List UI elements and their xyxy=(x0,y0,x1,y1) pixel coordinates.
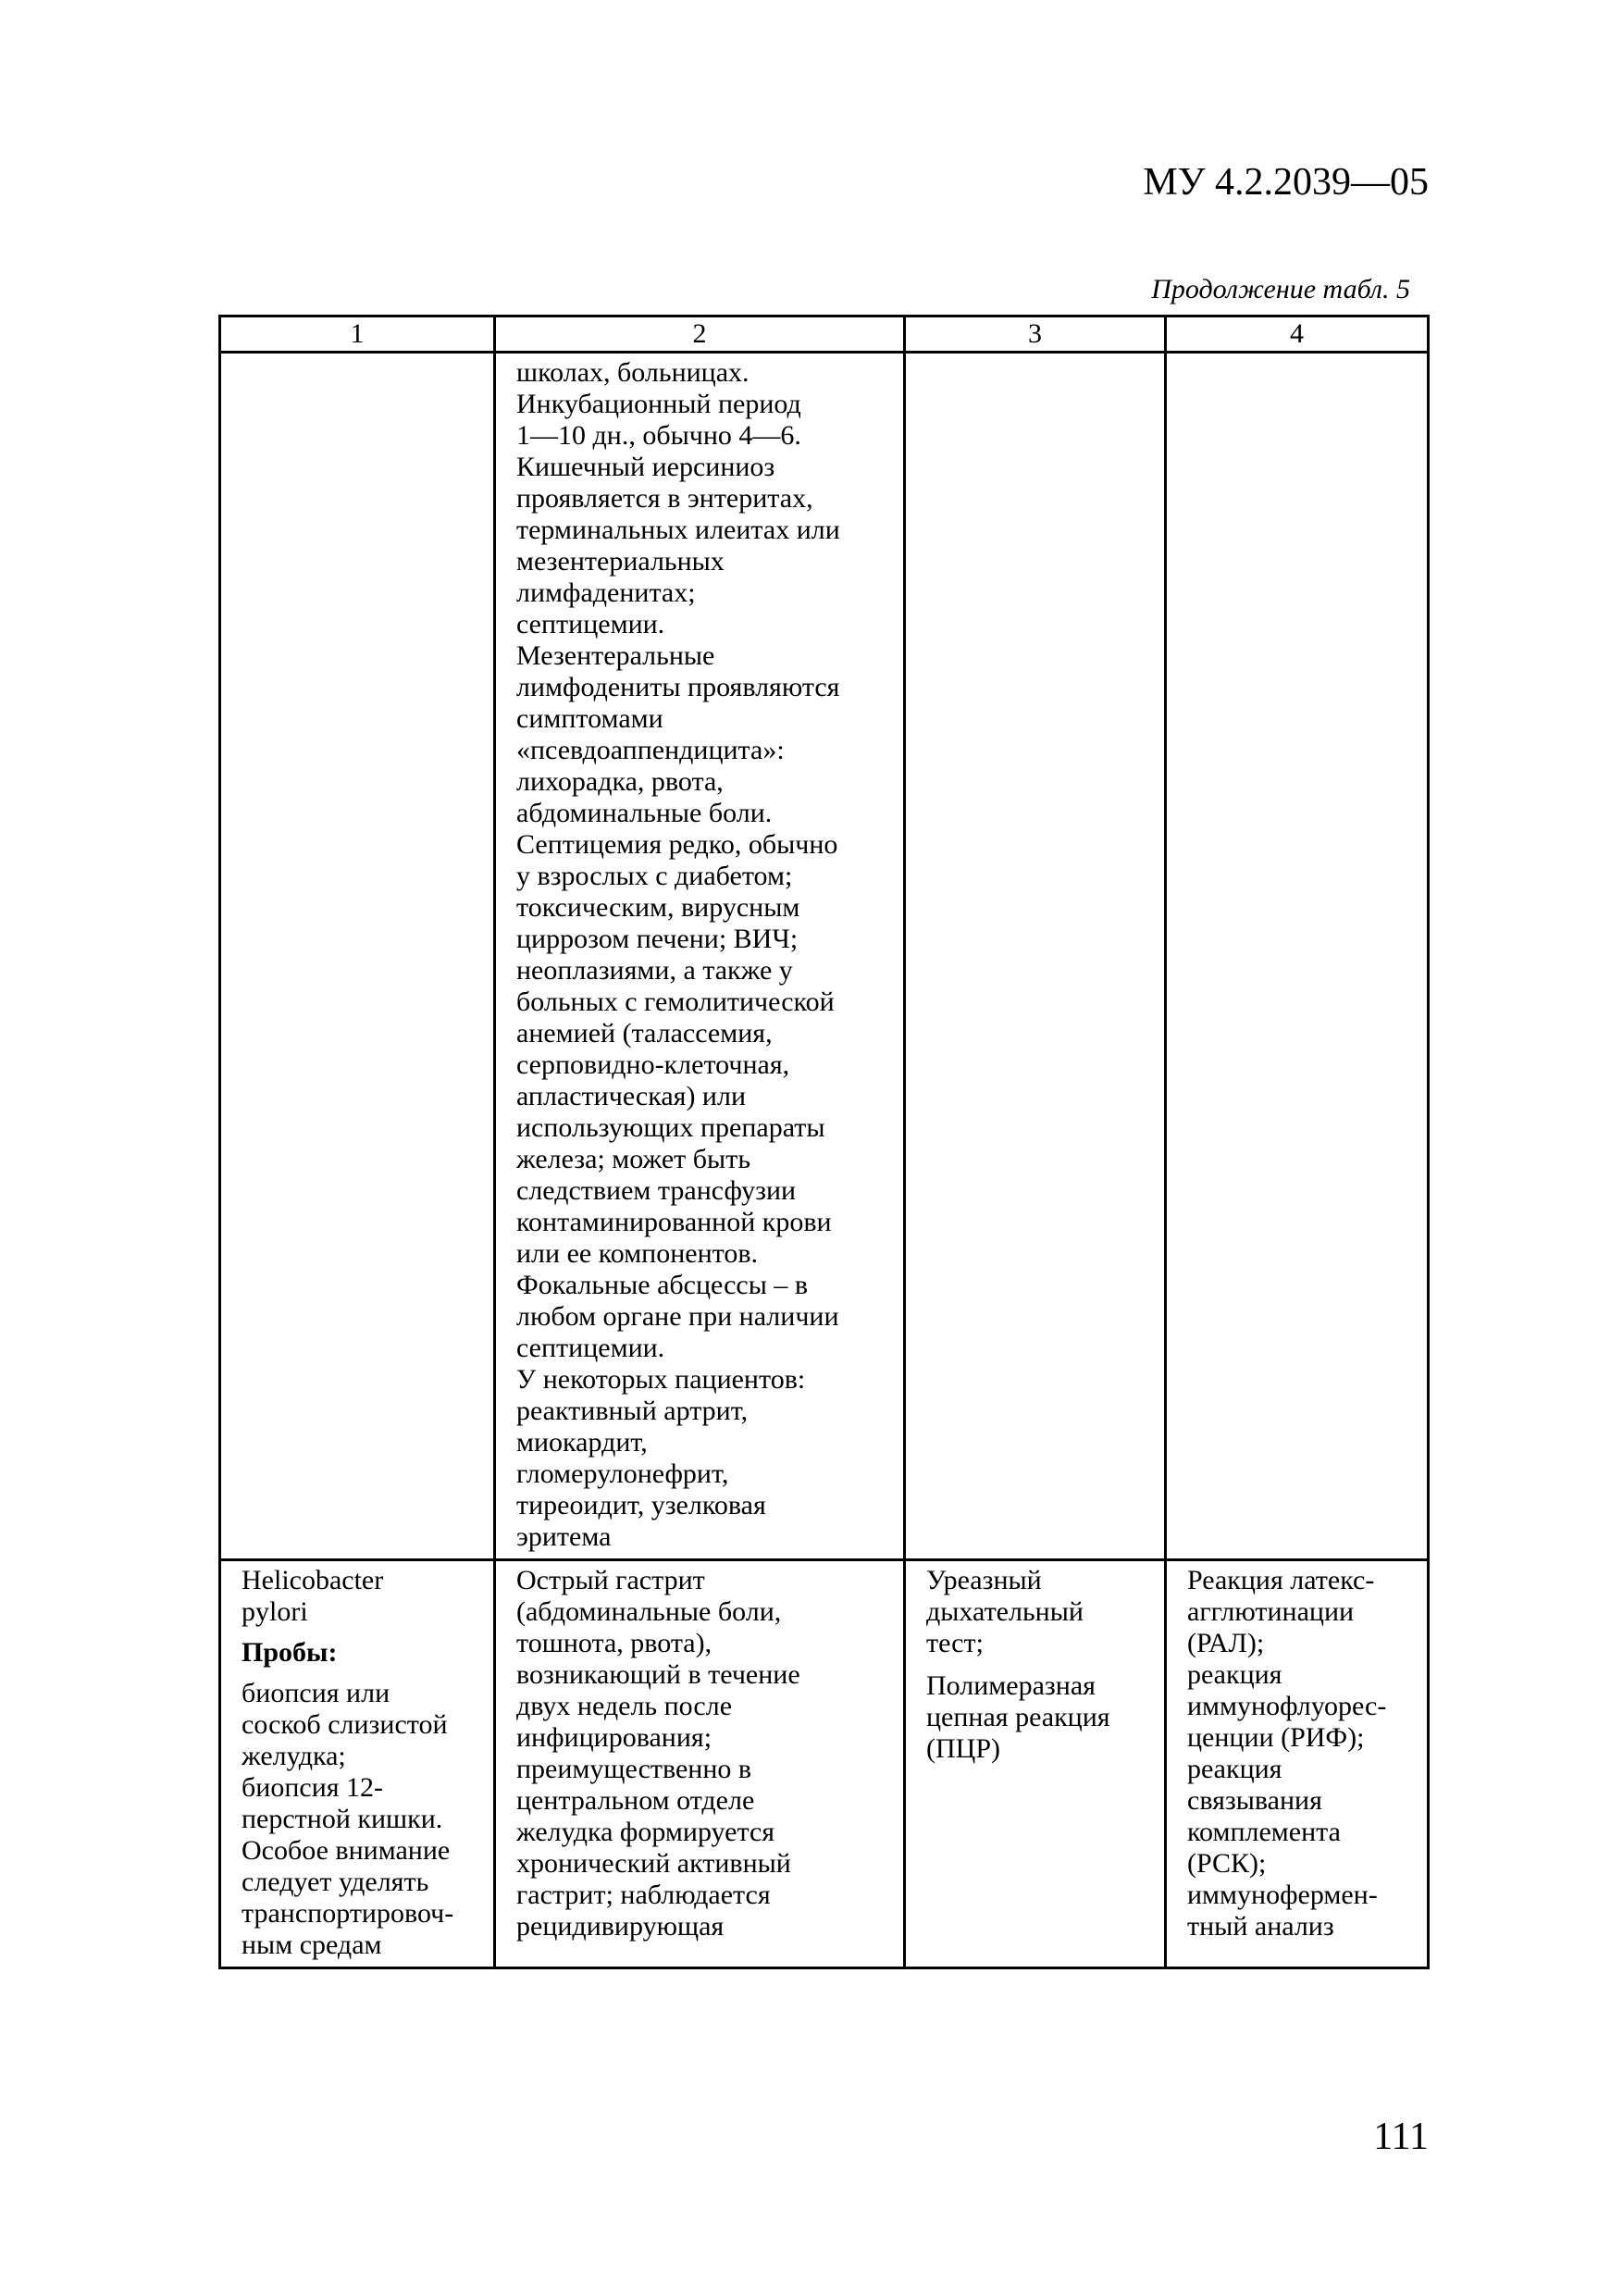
text-line: цепная реакция xyxy=(926,1702,1110,1732)
text-line: перстной кишки. xyxy=(242,1804,443,1834)
text-line: тошнота, рвота), xyxy=(516,1628,712,1658)
column-number-1: 1 xyxy=(220,316,495,353)
text-line: Кишечный иерсиниоз xyxy=(516,452,775,482)
text-line: (РСК); xyxy=(1187,1848,1267,1879)
text-line: ным средам xyxy=(242,1930,382,1960)
text-line: или ее компонентов. xyxy=(516,1238,759,1269)
text-line: биопсия или xyxy=(242,1678,390,1708)
text-line: септицемии. xyxy=(516,609,665,639)
row1-clinical-text xyxy=(516,357,894,1553)
text-line: реактивный артрит, xyxy=(516,1396,749,1426)
text-line: симптомами xyxy=(516,703,663,734)
samples-label: Пробы: xyxy=(242,1637,338,1668)
text-line: транспортировоч- xyxy=(242,1898,454,1929)
text-line: центральном отделе xyxy=(516,1785,755,1816)
text-line: проявляется в энтеритах, xyxy=(516,483,813,514)
row2-serology-cell xyxy=(1166,1560,1429,1968)
text-line: неоплазиями, а также у xyxy=(516,955,793,986)
method-pcr xyxy=(926,1670,1155,1765)
text-line: лихорадка, рвота, xyxy=(516,766,724,797)
text-line: Фокальные абсцессы – в xyxy=(516,1270,809,1300)
text-line: Реакция латекс- xyxy=(1187,1565,1375,1595)
text-line: У некоторых пациентов: xyxy=(516,1364,806,1395)
text-line: двух недель после xyxy=(516,1691,733,1721)
column-number-2: 2 xyxy=(495,316,905,353)
row2-organism-cell xyxy=(220,1560,495,1968)
text-line: преимущественно в xyxy=(516,1754,752,1784)
row1-serology-cell xyxy=(1166,353,1429,1560)
text-line: гастрит; наблюдается xyxy=(516,1880,771,1910)
text-line: хронический активный xyxy=(516,1848,791,1879)
text-line: использующих препараты xyxy=(516,1112,825,1143)
text-line: (абдоминальные боли, xyxy=(516,1596,782,1627)
text-line: соскоб слизистой xyxy=(242,1709,448,1740)
text-line: тест; xyxy=(926,1628,984,1658)
text-line: Септицемия редко, обычно xyxy=(516,829,838,860)
text-line: иммунофермен- xyxy=(1187,1880,1378,1910)
table-row xyxy=(220,353,1429,1560)
text-line: контаминированной крови xyxy=(516,1207,832,1237)
text-line: иммунофлуорес- xyxy=(1187,1691,1387,1721)
text-line: ценции (РИФ); xyxy=(1187,1722,1365,1753)
row1-clinical-cell xyxy=(495,353,905,1560)
text-line: рецидивирующая xyxy=(516,1911,725,1942)
page-number: 111 xyxy=(1373,2116,1429,2158)
text-line: «псевдоаппендицита»: xyxy=(516,735,785,765)
row2-serology-text xyxy=(1187,1565,1418,1942)
text-line: желудка; xyxy=(242,1741,346,1771)
text-line: дыхательный xyxy=(926,1596,1084,1627)
organism-name xyxy=(242,1565,484,1628)
text-line: Инкубационный период xyxy=(516,389,801,419)
text-line: pylori xyxy=(242,1596,308,1627)
text-line: Мезентеральные xyxy=(516,640,715,671)
text-line: миокардит, xyxy=(516,1427,648,1458)
text-line: (ПЦР) xyxy=(926,1733,1000,1764)
table-row xyxy=(220,1560,1429,1968)
text-line: Полимеразная xyxy=(926,1670,1096,1701)
text-line: желудка формируется xyxy=(516,1817,775,1847)
text-line: апластическая) или xyxy=(516,1081,747,1111)
text-line: железа; может быть xyxy=(516,1144,751,1174)
samples-text xyxy=(242,1678,484,1961)
table-header-row xyxy=(220,316,1429,353)
row1-methods-cell xyxy=(905,353,1166,1560)
text-line: у взрослых с диабетом; xyxy=(516,861,793,891)
text-line: Особое внимание xyxy=(242,1835,451,1866)
text-line: лимфодениты проявляются xyxy=(516,672,840,702)
text-line: анемией (талассемия, xyxy=(516,1018,773,1049)
text-line: мезентериальных xyxy=(516,546,725,577)
text-line: лимфаденитах; xyxy=(516,577,696,608)
text-line: Уреазный xyxy=(926,1565,1042,1595)
text-line: больных с гемолитической xyxy=(516,987,835,1017)
text-line: терминальных илеитах или xyxy=(516,515,840,545)
text-line: циррозом печени; ВИЧ; xyxy=(516,924,799,954)
text-line: септицемии. xyxy=(516,1333,665,1363)
row2-clinical-cell xyxy=(495,1560,905,1968)
text-line: эритема xyxy=(516,1521,612,1552)
method-urease-test xyxy=(926,1565,1155,1659)
text-line: тиреоидит, узелковая xyxy=(516,1490,766,1520)
column-number-3: 3 xyxy=(905,316,1166,353)
text-line: 1—10 дн., обычно 4—6. xyxy=(516,420,801,451)
text-line: тный анализ xyxy=(1187,1911,1334,1942)
row1-organism-cell xyxy=(220,353,495,1560)
text-line: комплемента xyxy=(1187,1817,1341,1847)
text-line: любом органе при наличии xyxy=(516,1301,839,1332)
text-line: Острый гастрит xyxy=(516,1565,705,1595)
column-number-4: 4 xyxy=(1166,316,1429,353)
text-line: абдоминальные боли. xyxy=(516,798,773,828)
data-table xyxy=(218,315,1430,1969)
text-line: возникающий в течение xyxy=(516,1659,800,1690)
text-line: (РАЛ); xyxy=(1187,1628,1265,1658)
text-line: связывания xyxy=(1187,1785,1322,1816)
text-line: инфицирования; xyxy=(516,1722,712,1753)
text-line: следствием трансфузии xyxy=(516,1175,797,1206)
text-line: токсическим, вирусным xyxy=(516,892,800,923)
text-line: Helicobacter xyxy=(242,1565,384,1595)
text-line: школах, больницах. xyxy=(516,357,750,388)
text-line: реакция xyxy=(1187,1659,1282,1690)
row2-methods-cell xyxy=(905,1560,1166,1968)
text-line: серповидно-клеточная, xyxy=(516,1049,790,1080)
document-code: МУ 4.2.2039—05 xyxy=(1143,161,1429,204)
text-line: биопсия 12- xyxy=(242,1772,384,1803)
text-line: следует уделять xyxy=(242,1867,429,1897)
text-line: реакция xyxy=(1187,1754,1282,1784)
text-line: гломерулонефрит, xyxy=(516,1458,729,1489)
table-continuation-label: Продолжение табл. 5 xyxy=(1151,274,1410,304)
text-line: агглютинации xyxy=(1187,1596,1355,1627)
row2-clinical-text xyxy=(516,1565,894,1942)
